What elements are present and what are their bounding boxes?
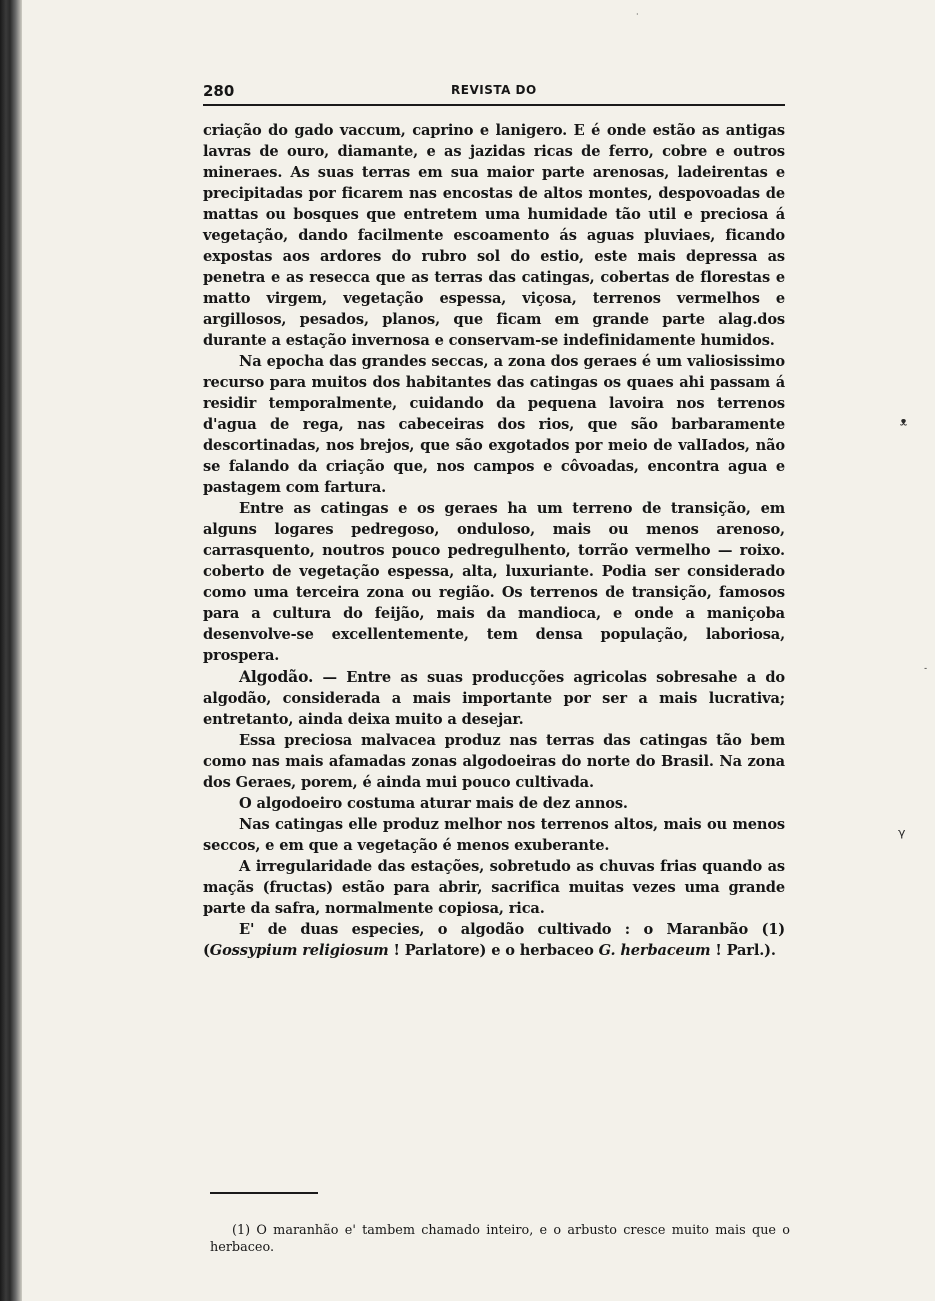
ink-speck: ᵞ xyxy=(898,824,906,848)
section-heading: Algodão. xyxy=(239,667,314,686)
paragraph: O algodoeiro costuma aturar mais de dez annos. xyxy=(239,795,628,812)
page-number: 280 xyxy=(203,82,235,100)
ink-speck: · xyxy=(636,10,639,19)
body-text xyxy=(203,120,785,961)
footnote xyxy=(210,1222,790,1256)
page xyxy=(203,80,785,961)
paragraph xyxy=(203,919,785,961)
paragraph-text: ! Parlatore) e o herbaceo xyxy=(388,942,599,959)
footnote-text: (1) O maranhão e' tambem chamado inteiro, e o arbusto cresce muito mais que o herbaceo. xyxy=(210,1223,790,1255)
ink-speck: ˗ xyxy=(924,663,928,674)
page-header xyxy=(203,80,785,106)
ink-speck: ᵜ xyxy=(900,414,908,435)
paragraph-text: E' de duas especies, o algodão cultivado : o Maranbão (1) ( xyxy=(203,921,785,959)
paragraph: Essa preciosa malvacea produz nas terras das catingas tão bem como nas mais afamadas zonas algodoeiras do norte do Brasil. Na zona dos Geraes, porem, é ainda mui pouco cultivada. xyxy=(203,732,785,791)
species-name: Gossypium religiosum xyxy=(209,942,389,959)
running-head: REVISTA DO xyxy=(451,83,537,97)
paragraph: Entre as catingas e os geraes ha um terreno de transição, em alguns logares pedregoso, onduloso, mais ou menos arenoso, carrasquento, noutros pouco pedregulhento, torrão vermelho — roixo. coberto de vegetação espessa, alta, luxuriante. Podia ser considerado como uma terceira zona ou região. Os terrenos de transição, famosos para a cultura do feijão, mais da mandioca, e onde a maniçoba desenvolve-se excellentemente, tem densa população, laboriosa, prospera. xyxy=(203,500,785,664)
paragraph-text: — Entre as suas producções agricolas sobresahe a do algodão, considerada a mais importante por ser a mais lucrativa; entretanto, ainda deixa muito a desejar. xyxy=(203,669,785,728)
footnote-rule xyxy=(210,1192,318,1194)
paragraph: A irregularidade das estações, sobretudo as chuvas frias quando as maçãs (fructas) estão para abrir, sacrifica muitas vezes uma grande parte da safra, normalmente copiosa, rica. xyxy=(203,858,785,917)
species-name: G. herbaceum xyxy=(598,942,711,959)
paragraph: criação do gado vaccum, caprino e lanigero. E é onde estão as antigas lavras de ouro, diamante, e as jazidas ricas de ferro, cobre e outros mineraes. As suas terras em sua maior parte arenosas, ladeirentas e precipitadas por ficarem nas encostas de altos montes, despovoadas de mattas ou bosques que entretem uma humidade tão util e preciosa á vegetação, dando facilmente escoamento ás aguas pluviaes, ficando expostas aos ardores do rubro sol do estio, este mais depressa as penetra e as resecca que as terras das catingas, cobertas de florestas e matto virgem, vegetação espessa, viçosa, terrenos vermelhos e argillosos, pesados, planos, que ficam em grande parte alag.dos durante a estação invernosa e conservam-se indefinidamente humidos. xyxy=(203,122,785,349)
paragraph: Na epocha das grandes seccas, a zona dos geraes é um valiosissimo recurso para muitos dos habitantes das catingas os quaes ahi passam á residir temporalmente, cuidando da pequena lavoira nos terrenos d'agua de rega, nas cabeceiras dos rios, que são barbaramente descortinadas, nos brejos, que são exgotados por meio de valIados, não se falando da criação que, nos campos e côvoadas, encontra agua e pastagem com fartura. xyxy=(203,353,785,496)
book-binding-edge xyxy=(0,0,22,1301)
paragraph-text: ! Parl.). xyxy=(710,942,776,959)
paragraph xyxy=(203,666,785,730)
paragraph: Nas catingas elle produz melhor nos terrenos altos, mais ou menos seccos, e em que a vegetação é menos exuberante. xyxy=(203,816,785,854)
